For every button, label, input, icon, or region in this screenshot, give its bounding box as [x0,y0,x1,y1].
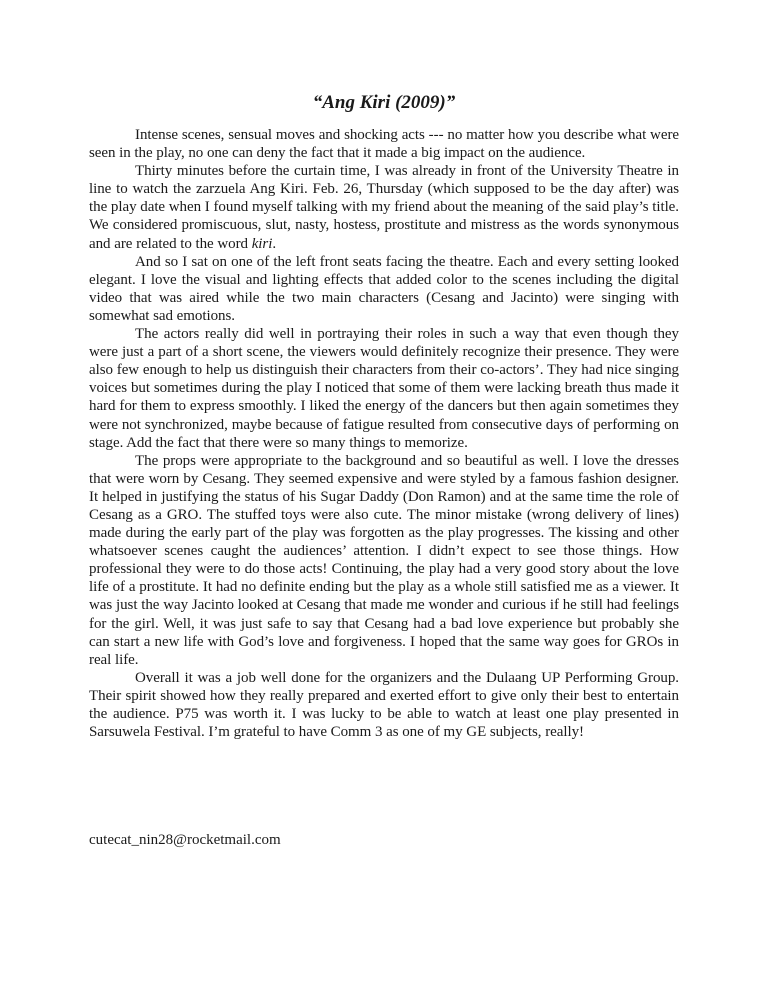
paragraph-title-meaning [89,162,679,252]
paragraph-conclusion [89,669,679,741]
paragraph-setting [89,253,679,325]
paragraph-text: The props were appropriate to the background and so beautiful as well. I love the dresses that were worn by Cesang. They seemed expensive and were styled by a famous fashion designer. It helped in justifying the status of his Sugar Daddy (Don Ramon) and at the same time the role of Cesang as a GRO. The stuffed toys were also cute. The minor mistake (wrong delivery of lines) made during the early part of the play was forgotten as the play progresses. The kissing and other whatsoever scenes caught the audiences’ attention. I didn’t expect to see those things. How professional they were to do those acts! Continuing, the play had a very good story about the love life of a prostitute. It had no definite ending but the play as a whole still satisfied me as a viewer. It was just the way Jacinto looked at Cesang that made me wonder and curious if he still had feelings for the girl. Well, it was just safe to say that Cesang had a bad love experience but probably she can start a new life with God’s love and forgiveness. I hoped that the same way goes for GROs in real life. [89,452,679,668]
document-title: “Ang Kiri (2009)” [312,92,456,113]
italic-word: kiri [251,235,273,252]
paragraph-text: And so I sat on one of the left front seats facing the theatre. Each and every setting looked elegant. I love the visual and lighting effects that added color to the scenes including the digital video that was aired while the two main characters (Cesang and Jacinto) were singing with somewhat sad emotions. [89,253,679,324]
author-email: cutecat_nin28@rocketmail.com [89,832,281,848]
paragraph-text: Intense scenes, sensual moves and shocking acts --- no matter how you describe what were seen in the play, no one can deny the fact that it made a big impact on the audience. [89,127,679,162]
paragraph-props [89,452,679,669]
paragraph-text: The actors really did well in portraying their roles in such a way that even though they were just a part of a short scene, the viewers would definitely recognize their presence. They were also few enough to help us distinguish their characters from their co-actors’. They had nice singing voices but sometimes during the play I noticed that some of them were lacking breath thus made it hard for them to express smoothly. I liked the energy of the dancers but then again sometimes they were not synchronized, maybe because of fatigue resulted from consecutive days of performing on stage. Add the fact that there were so many things to memorize. [89,326,679,451]
paragraph-text-end: . [272,235,277,252]
paragraph-intro [89,126,679,162]
paragraph-text: Overall it was a job well done for the organizers and the Dulaang UP Performing Group. Their spirit showed how they really prepared and exerted effort to give only their best to entertain the audience. P75 was worth it. I was lucky to be able to watch at least one play presented in Sarsuwela Festival. I’m grateful to have Comm 3 as one of my GE subjects, really! [89,669,679,741]
paragraph-text: Thirty minutes before the curtain time, I was already in front of the University Theatre in line to watch the zarzuela Ang Kiri. Feb. 26, Thursday (which supposed to be the day after) was the play date when I found myself talking with my friend about the meaning of the said play’s title. We considered promiscuous, slut, nasty, hostess, prostitute and mistress as the words synonymous and are related to the word [89,163,679,252]
paragraph-actors [89,325,679,452]
document-body [89,126,679,741]
